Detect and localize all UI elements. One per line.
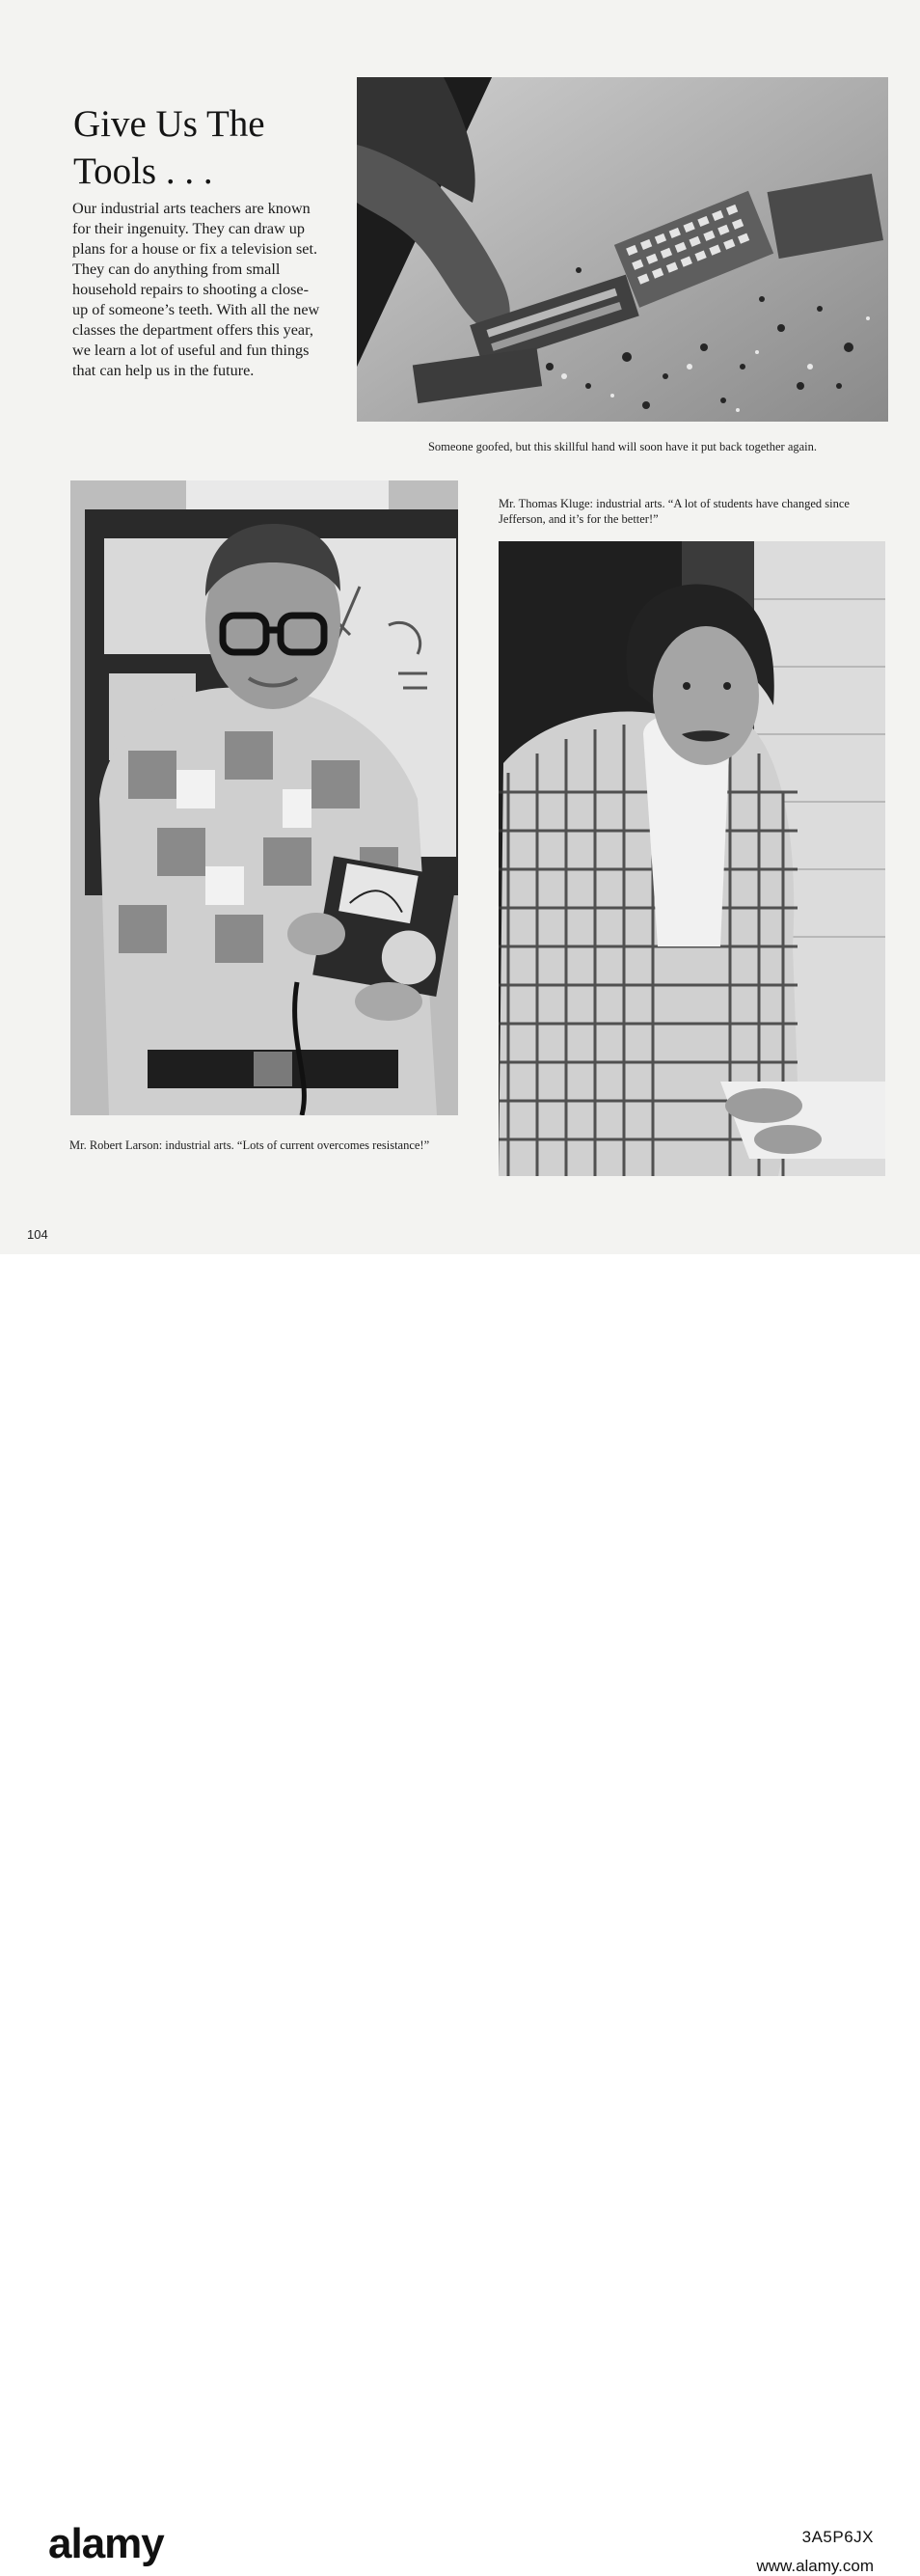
watermark-footer — [0, 1254, 920, 2575]
photo-robert-larson — [70, 480, 458, 1115]
site-url: www.alamy.com — [756, 2557, 874, 2575]
caption-robert-larson: Mr. Robert Larson: industrial arts. “Lots of current overcomes resistance!” — [69, 1138, 430, 1152]
watermark-logo: alamy — [48, 2520, 164, 2567]
article-title: Give Us The Tools . . . — [73, 103, 265, 192]
article-intro: Our industrial arts teachers are known for their ingenuity. They can draw up plans for a house or fix a television set. They can do anything from small household repairs to shooting a close-up of someone’s teeth. With all the new classes the department offers this year, we learn a lot of useful and fun things that can help us in the future. — [72, 200, 320, 379]
photo-thomas-kluge — [499, 541, 885, 1176]
image-id: 3A5P6JX — [801, 2528, 874, 2546]
page-number: 104 — [27, 1227, 48, 1242]
caption-thomas-kluge: Mr. Thomas Kluge: industrial arts. “A lot of students have changed since Jefferson, and it’s for the better!” — [499, 497, 850, 526]
photo-circuit-parts — [357, 77, 888, 422]
yearbook-page — [0, 0, 920, 1254]
caption-circuit-parts: Someone goofed, but this skillful hand will soon have it put back together again. — [427, 440, 818, 453]
